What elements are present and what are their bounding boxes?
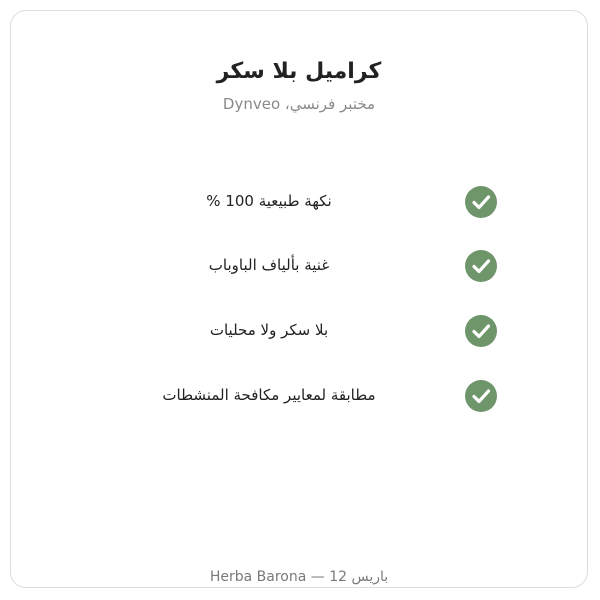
product-subtitle: مختبر فرنسي، Dynveo	[222, 95, 376, 113]
footer-text: باريس 12 — Herba Barona	[209, 569, 389, 585]
check-circle-icon	[465, 186, 497, 218]
check-circle-icon	[465, 250, 497, 282]
feature-item	[11, 378, 587, 414]
feature-item	[11, 184, 587, 220]
feature-item	[11, 313, 587, 349]
check-circle-icon	[465, 315, 497, 347]
feature-label: نكهة طبيعية 100 %	[206, 192, 332, 210]
feature-label: غنية بألياف الباوباب	[208, 256, 330, 274]
feature-label: مطابقة لمعايير مكافحة المنشطات	[162, 386, 376, 404]
product-title: كراميل بلا سكر	[216, 59, 382, 84]
product-card	[10, 10, 588, 588]
feature-label: بلا سكر ولا محليات	[209, 321, 329, 339]
feature-list	[11, 11, 587, 587]
check-circle-icon	[465, 380, 497, 412]
feature-item	[11, 248, 587, 284]
